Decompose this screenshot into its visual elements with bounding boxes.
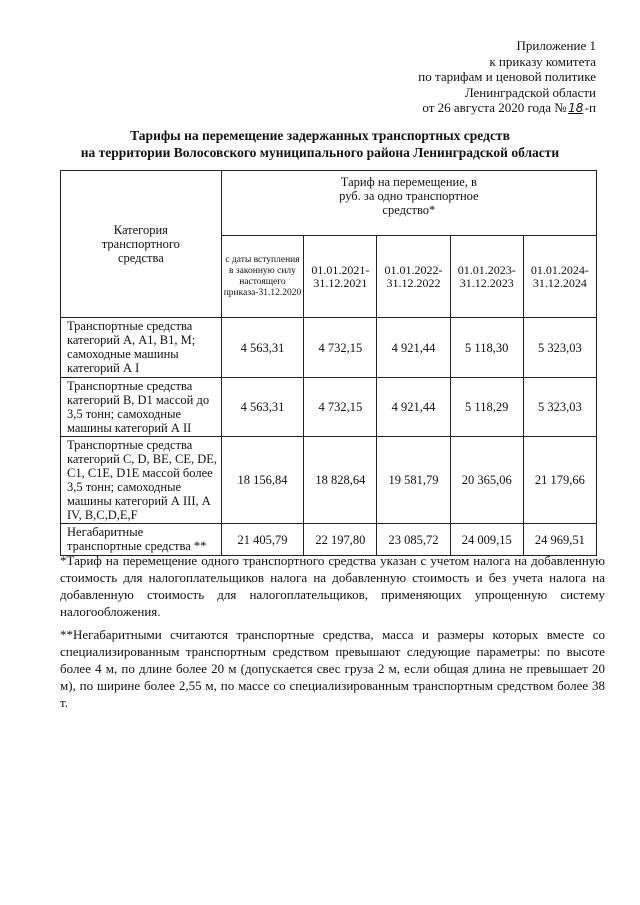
appendix-header (356, 38, 596, 117)
value-cell: 24 009,15 (450, 524, 523, 556)
value-cell: 4 732,15 (304, 378, 377, 437)
appendix-line-4: Ленинградской области (464, 84, 596, 100)
table-header-row-1 (61, 171, 597, 236)
period-header: 01.01.2024-31.12.2024 (523, 236, 596, 318)
appendix-line-3: по тарифам и ценовой политике (418, 69, 596, 84)
period-header: с даты вступления в законную силу настоящего приказа-31.12.2020 (221, 236, 304, 318)
appendix-number-suffix: -п (584, 100, 596, 115)
title-line-2: на территории Волосовского муниципального района Ленинградской области (80, 145, 560, 160)
value-cell: 18 156,84 (221, 437, 304, 524)
category-header: Категория транспортного средства (61, 171, 222, 318)
table-row (61, 318, 597, 378)
tariff-header (221, 171, 596, 236)
value-cell: 24 969,51 (523, 524, 596, 556)
handwritten-number: 18 (568, 101, 584, 115)
category-cell: Транспортные средства категорий B, D1 массой до 3,5 тонн; самоходные машины категорий А II (61, 378, 222, 437)
tariff-table (60, 170, 597, 556)
value-cell: 4 921,44 (377, 318, 450, 378)
value-cell: 4 563,31 (221, 318, 304, 378)
category-cell: Транспортные средства категорий C, D, BE, CE, DE, C1, C1E, D1E массой более 3,5 тонн; самоходные машины категорий А III, А IV, B,C,D,E,F (61, 437, 222, 524)
value-cell: 5 323,03 (523, 318, 596, 378)
footnote-oversized: **Негабаритными считаются транспортные средства, масса и размеры которых вместе со специализированным транспортным средством превышают следующие параметры: по высоте более 4 м, по длине более 20 м (допускается свес груза 2 м, если общая длина не превышает 20 м), по ширине более 2,55 м, по массе со специализированным транспортным средством более 38 т. (60, 627, 605, 710)
value-cell: 23 085,72 (377, 524, 450, 556)
period-header: 01.01.2021-31.12.2021 (304, 236, 377, 318)
appendix-line-1: Приложение 1 (516, 38, 596, 53)
value-cell: 5 118,30 (450, 318, 523, 378)
footnote-vat: *Тариф на перемещение одного транспортного средства указан с учетом налога на добавленную стоимость для налогоплательщиков налога на добавленную стоимость и без учета налога на добавленную стоимость для налогоплательщиков, применяющих упрощенную систему налогообложения. (60, 553, 605, 619)
tariff-header-text: Тариф на перемещение, в руб. за одно транспортное средство* (339, 175, 479, 217)
title-line-1: Тарифы на перемещение задержанных транспортных средств (130, 128, 510, 143)
value-cell: 21 179,66 (523, 437, 596, 524)
appendix-date-line (356, 100, 596, 117)
period-header: 01.01.2023-31.12.2023 (450, 236, 523, 318)
table-row (61, 437, 597, 524)
value-cell: 19 581,79 (377, 437, 450, 524)
value-cell: 4 563,31 (221, 378, 304, 437)
value-cell: 4 921,44 (377, 378, 450, 437)
category-cell: Негабаритные транспортные средства ** (61, 524, 222, 556)
table-row (61, 524, 597, 556)
period-header: 01.01.2022-31.12.2022 (377, 236, 450, 318)
appendix-line-2: к приказу комитета (489, 53, 596, 69)
value-cell: 22 197,80 (304, 524, 377, 556)
table-row (61, 378, 597, 437)
category-cell: Транспортные средства категорий А, А1, В1, М; самоходные машины категорий А I (61, 318, 222, 378)
appendix-date-prefix: от 26 августа 2020 года № (422, 100, 567, 115)
value-cell: 4 732,15 (304, 318, 377, 378)
value-cell: 18 828,64 (304, 437, 377, 524)
document-title (30, 127, 610, 161)
value-cell: 5 118,29 (450, 378, 523, 437)
value-cell: 5 323,03 (523, 378, 596, 437)
value-cell: 20 365,06 (450, 437, 523, 524)
value-cell: 21 405,79 (221, 524, 304, 556)
